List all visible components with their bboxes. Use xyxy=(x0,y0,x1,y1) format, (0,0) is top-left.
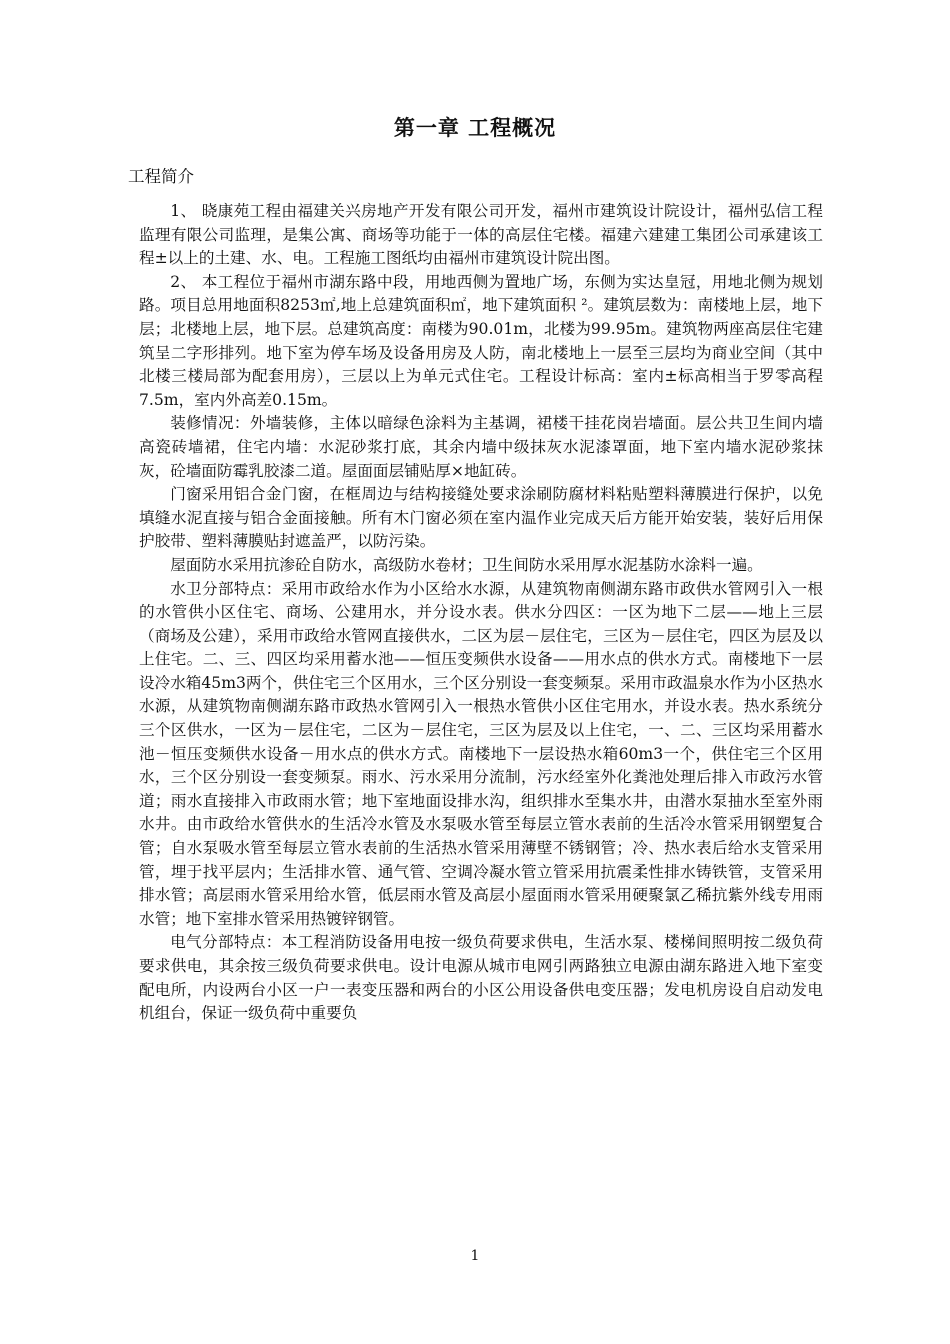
paragraph-plumbing: 水卫分部特点：采用市政给水作为小区给水水源，从建筑物南侧湖东路市政供水管网引入一根的水管供小区住宅、商场、公建用水，并分设水表。供水分四区：一区为地下二层——地上三层（商场及公建），采用市政给水管网直接供水，二区为层－层住宅，三区为－层住宅，四区为层及以上住宅。二、三、四区均采用蓄水池——恒压变频供水设备——用水点的供水方式。南楼地下一层设冷水箱45m3两个，供住宅三个区用水，三个区分别设一套变频泵。采用市政温泉水作为小区热水水源，从建筑物南侧湖东路市政热水管网引入一根热水管供小区住宅用水，并设水表。热水系统分三个区供水，一区为－层住宅，二区为－层住宅，三区为层及以上住宅，一、二、三区均采用蓄水池－恒压变频供水设备－用水点的供水方式。南楼地下一层设热水箱60m3一个，供住宅三个区用水，三个区分别设一套变频泵。雨水、污水采用分流制，污水经室外化粪池处理后排入市政污水管道；雨水直接排入市政雨水管；地下室地面设排水沟，组织排水至集水井，由潜水泵抽水至室外雨水井。由市政给水管供水的生活冷水管及水泵吸水管至每层立管水表前的生活冷水管采用钢塑复合管；自水泵吸水管至每层立管水表前的生活热水管采用薄壁不锈钢管；冷、热水表后给水支管采用管，埋于找平层内；生活排水管、通气管、空调冷凝水管立管采用抗震柔性排水铸铁管，支管采用排水管；高层雨水管采用给水管，低层雨水管及高层小屋面雨水管采用硬聚氯乙稀抗紫外线专用雨水管；地下室排水管采用热镀锌钢管。 xyxy=(139,579,823,928)
page-number: 1 xyxy=(470,1248,480,1264)
paragraph-waterproofing: 屋面防水采用抗渗砼自防水，高级防水卷材；卫生间防水采用厚水泥基防水涂料一遍。 xyxy=(170,555,763,574)
section-heading: 工程简介 xyxy=(128,167,194,186)
body-text xyxy=(139,200,823,1026)
paragraph-electrical: 电气分部特点：本工程消防设备用电按一级负荷要求供电，生活水泵、楼梯间照明按二级负荷要求供电，其余按三级负荷要求供电。设计电源从城市电网引两路独立电源由湖东路进入地下室变配电所，内设两台小区一户一表变压器和两台的小区公用设备供电变压器；发电机房设自启动发电机组台，保证一级负荷中重要负 xyxy=(139,933,823,1023)
paragraph-decoration: 装修情况：外墙装修，主体以暗绿色涂料为主基调，裙楼干挂花岗岩墙面。层公共卫生间内墙高瓷砖墙裙，住宅内墙：水泥砂浆打底，其余内墙中级抹灰水泥漆罩面，地下室内墙水泥砂浆抹灰，砼墙面防霉乳胶漆二道。屋面面层铺贴厚×地缸砖。 xyxy=(139,414,823,480)
paragraph-doors-windows: 门窗采用铝合金门窗，在框周边与结构接缝处要求涂刷防腐材料粘贴塑料薄膜进行保护，以免填缝水泥直接与铝合金面接触。所有木门窗必须在室内温作业完成天后方能开始安装，装好后用保护胶带、塑料薄膜贴封遮盖严，以防污染。 xyxy=(139,485,823,551)
chapter-title: 第一章 工程概况 xyxy=(393,115,557,140)
paragraph-site-location: 2、 本工程位于福州市湖东路中段，用地西侧为置地广场，东侧为实达皇冠，用地北侧为规划路。项目总用地面积8253㎡,地上总建筑面积㎡，地下建筑面积 ²。建筑层数为：南楼地上层，地下层；北楼地上层，地下层。总建筑高度：南楼为90.01m，北楼为99.95m。建筑物两座高层住宅建筑呈二字形排列。地下室为停车场及设备用房及人防，南北楼地上一层至三层均为商业空间（其中北楼三楼局部为配套用房），三层以上为单元式住宅。工程设计标高：室内±标高相当于罗零高程7.5m，室内外高差0.15m。 xyxy=(139,272,823,409)
paragraph-project-overview: 1、 晓康苑工程由福建关兴房地产开发有限公司开发，福州市建筑设计院设计，福州弘信工程监理有限公司监理，是集公寓、商场等功能于一体的高层住宅楼。福建六建建工集团公司承建该工程±以上的土建、水、电。工程施工图纸均由福州市建筑设计院出图。 xyxy=(139,202,823,268)
